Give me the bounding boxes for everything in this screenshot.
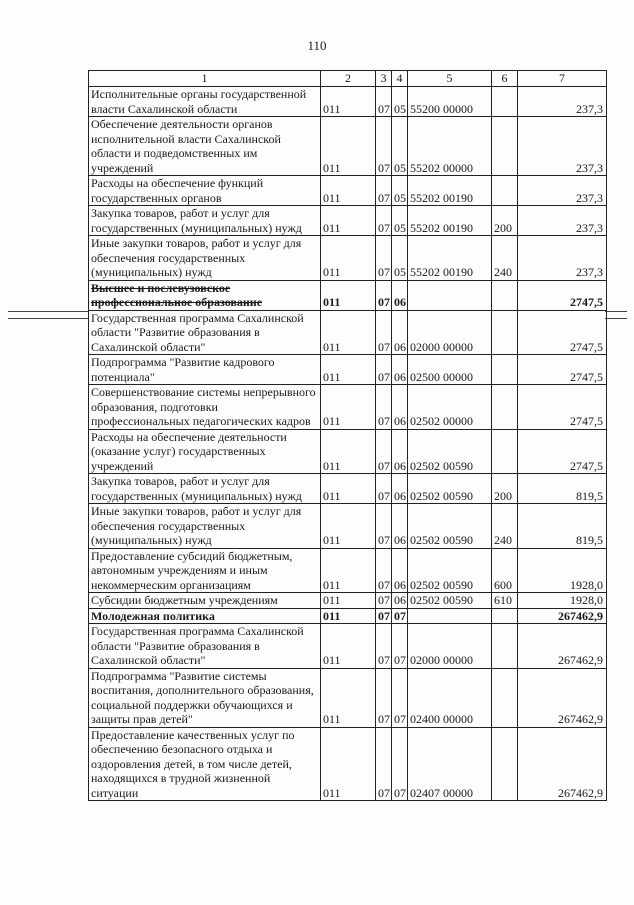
target-article-cell [408, 668, 492, 727]
target-article-cell [408, 87, 492, 117]
ministry-code-cell [321, 355, 376, 385]
target-article-text: 02502 00590 [410, 533, 473, 547]
target-article-cell [408, 727, 492, 801]
subsection-code-text: 05 [394, 101, 406, 116]
section-code-text: 07 [378, 369, 390, 384]
column-header: 6 [492, 71, 518, 87]
target-article-cell [408, 310, 492, 355]
ministry-code-cell [321, 176, 376, 206]
row-name-text: Иные закупки товаров, работ и услуг для обеспечения государственных (муниципальных) нужд [91, 236, 302, 279]
section-code-cell [376, 310, 392, 355]
table-row [89, 624, 607, 669]
ministry-code-text: 011 [323, 414, 341, 428]
ministry-code-cell [321, 668, 376, 727]
subsection-code-text: 06 [394, 458, 406, 473]
section-code-cell [376, 593, 392, 609]
amount-text: 2747,5 [570, 295, 603, 309]
section-code-cell [376, 280, 392, 310]
expense-type-cell [492, 206, 518, 236]
target-article-text: 02502 00590 [410, 593, 473, 607]
amount-text: 267462,9 [558, 653, 603, 667]
ministry-code-text: 011 [323, 785, 341, 800]
amount-text: 237,3 [576, 265, 603, 279]
row-name-cell [89, 310, 321, 355]
ministry-code-cell [321, 727, 376, 801]
amount-cell [518, 355, 607, 385]
table-row [89, 668, 607, 727]
ministry-code-text: 011 [323, 101, 341, 116]
row-name-cell [89, 87, 321, 117]
section-code-cell [376, 474, 392, 504]
row-name-text: Государственная программа Сахалинской области "Развитие образования в Сахалинской области" [91, 310, 304, 354]
margin-rule [605, 311, 627, 312]
ministry-code-cell [321, 206, 376, 236]
subsection-code-cell [392, 206, 408, 236]
table-row [89, 593, 607, 609]
section-code-text: 07 [378, 101, 390, 116]
section-code-cell [376, 624, 392, 669]
section-code-text: 07 [378, 533, 390, 547]
subsection-code-cell [392, 280, 408, 310]
amount-text: 1928,0 [570, 577, 603, 592]
row-name-text: Высшее и послевузовское профессиональное образование [91, 280, 263, 309]
subsection-code-text: 06 [394, 295, 406, 309]
subsection-code-cell [392, 668, 408, 727]
row-name-cell [89, 236, 321, 281]
expense-type-cell [492, 280, 518, 310]
table-row [89, 355, 607, 385]
row-name-text: Закупка товаров, работ и услуг для государственных (муниципальных) нужд [91, 206, 302, 235]
row-name-cell [89, 355, 321, 385]
target-article-text: 55200 00000 [410, 101, 473, 116]
expense-type-cell [492, 117, 518, 176]
table-row [89, 504, 607, 549]
target-article-cell [408, 504, 492, 549]
row-name-text: Подпрограмма "Развитие системы воспитания, дополнительного образования, социальной поддержки обучающихся и защиты прав детей" [91, 668, 314, 726]
amount-text: 267462,9 [558, 785, 603, 800]
section-code-text: 07 [378, 160, 390, 175]
amount-text: 267462,9 [558, 608, 603, 623]
column-header: 2 [321, 71, 376, 87]
section-code-text: 07 [378, 295, 390, 309]
expense-type-cell [492, 385, 518, 430]
column-header: 3 [376, 71, 392, 87]
target-article-cell [408, 117, 492, 176]
ministry-code-text: 011 [323, 533, 341, 547]
row-name-cell [89, 548, 321, 593]
section-code-cell [376, 504, 392, 549]
row-name-text: Молодежная политика [91, 608, 215, 623]
table-row [89, 87, 607, 117]
amount-cell [518, 727, 607, 801]
expense-type-text: 240 [494, 265, 512, 279]
expense-type-cell [492, 236, 518, 281]
ministry-code-text: 011 [323, 608, 341, 623]
row-name-cell [89, 608, 321, 624]
table-row [89, 429, 607, 474]
expense-type-text: 610 [494, 593, 512, 607]
subsection-code-text: 06 [394, 369, 406, 384]
amount-text: 2747,5 [570, 414, 603, 428]
target-article-cell [408, 206, 492, 236]
expense-type-cell [492, 474, 518, 504]
ministry-code-text: 011 [323, 339, 341, 354]
ministry-code-text: 011 [323, 369, 341, 384]
amount-cell [518, 280, 607, 310]
amount-cell [518, 548, 607, 593]
section-code-text: 07 [378, 265, 390, 279]
ministry-code-text: 011 [323, 458, 341, 473]
amount-cell [518, 87, 607, 117]
row-name-cell [89, 593, 321, 609]
column-header: 7 [518, 71, 607, 87]
subsection-code-cell [392, 474, 408, 504]
subsection-code-text: 06 [394, 488, 406, 503]
row-name-cell [89, 206, 321, 236]
expense-type-cell [492, 504, 518, 549]
ministry-code-text: 011 [323, 295, 341, 309]
expense-type-cell [492, 176, 518, 206]
section-code-text: 07 [378, 414, 390, 428]
section-code-cell [376, 385, 392, 430]
row-name-text: Государственная программа Сахалинской области "Развитие образования в Сахалинской области" [91, 624, 304, 667]
ministry-code-text: 011 [323, 190, 341, 205]
amount-cell [518, 504, 607, 549]
expense-type-cell [492, 355, 518, 385]
section-code-text: 07 [378, 712, 390, 726]
target-article-text: 55202 00190 [410, 265, 473, 279]
expense-type-cell [492, 548, 518, 593]
ministry-code-text: 011 [323, 577, 341, 592]
expense-type-text: 240 [494, 533, 512, 547]
row-name-text: Иные закупки товаров, работ и услуг для обеспечения государственных (муниципальных) нужд [91, 504, 302, 547]
amount-text: 819,5 [576, 488, 603, 503]
row-name-text: Совершенствование системы непрерывного образования, подготовки профессиональных педагогических кадров [91, 385, 316, 428]
target-article-cell [408, 608, 492, 624]
expense-type-cell [492, 87, 518, 117]
subsection-code-text: 06 [394, 577, 406, 592]
target-article-cell [408, 429, 492, 474]
amount-text: 237,3 [576, 160, 603, 175]
row-name-cell [89, 176, 321, 206]
section-code-text: 07 [378, 653, 390, 667]
row-name-text: Субсидии бюджетным учреждениям [91, 593, 278, 607]
section-code-cell [376, 668, 392, 727]
amount-text: 237,3 [576, 101, 603, 116]
amount-cell [518, 176, 607, 206]
subsection-code-cell [392, 608, 408, 624]
section-code-text: 07 [378, 339, 390, 354]
row-name-cell [89, 429, 321, 474]
ministry-code-cell [321, 624, 376, 669]
section-code-text: 07 [378, 593, 390, 607]
row-name-text: Подпрограмма "Развитие кадрового потенциала" [91, 355, 275, 384]
section-code-cell [376, 236, 392, 281]
subsection-code-text: 06 [394, 414, 406, 428]
ministry-code-cell [321, 117, 376, 176]
table-row [89, 310, 607, 355]
section-code-text: 07 [378, 608, 390, 623]
section-code-cell [376, 117, 392, 176]
subsection-code-cell [392, 593, 408, 609]
target-article-text: 55202 00000 [410, 160, 473, 175]
row-name-text: Предоставление субсидий бюджетным, автономным учреждениям и иным некоммерческим организациям [91, 548, 293, 592]
subsection-code-cell [392, 504, 408, 549]
target-article-text: 02000 00000 [410, 653, 473, 667]
table-row [89, 548, 607, 593]
target-article-text: 02502 00590 [410, 488, 473, 503]
ministry-code-cell [321, 474, 376, 504]
amount-cell [518, 236, 607, 281]
target-article-text: 02407 00000 [410, 785, 473, 800]
amount-cell [518, 206, 607, 236]
amount-cell [518, 385, 607, 430]
ministry-code-cell [321, 504, 376, 549]
margin-rule [8, 318, 88, 319]
section-code-text: 07 [378, 220, 390, 235]
ministry-code-text: 011 [323, 712, 341, 726]
ministry-code-text: 011 [323, 653, 341, 667]
amount-cell [518, 310, 607, 355]
subsection-code-cell [392, 355, 408, 385]
target-article-text: 02500 00000 [410, 369, 473, 384]
row-name-text: Расходы на обеспечение функций государственных органов [91, 176, 264, 205]
page-number: 110 [307, 38, 327, 53]
table-header-row [89, 71, 607, 87]
amount-cell [518, 593, 607, 609]
expense-type-cell [492, 727, 518, 801]
subsection-code-text: 05 [394, 160, 406, 175]
column-header: 1 [89, 71, 321, 87]
expense-type-cell [492, 593, 518, 609]
row-name-cell [89, 474, 321, 504]
subsection-code-text: 07 [394, 653, 406, 667]
ministry-code-text: 011 [323, 220, 341, 235]
subsection-code-text: 06 [394, 593, 406, 607]
subsection-code-cell [392, 429, 408, 474]
subsection-code-cell [392, 176, 408, 206]
target-article-text: 02502 00590 [410, 577, 473, 592]
amount-text: 2747,5 [570, 458, 603, 473]
subsection-code-text: 05 [394, 265, 406, 279]
table-row [89, 117, 607, 176]
target-article-cell [408, 355, 492, 385]
row-name-cell [89, 280, 321, 310]
ministry-code-text: 011 [323, 593, 341, 607]
expense-type-cell [492, 668, 518, 727]
target-article-text: 02000 00000 [410, 339, 473, 354]
ministry-code-cell [321, 87, 376, 117]
target-article-cell [408, 280, 492, 310]
subsection-code-cell [392, 624, 408, 669]
column-header: 4 [392, 71, 408, 87]
column-header: 5 [408, 71, 492, 87]
section-code-cell [376, 206, 392, 236]
target-article-text: 55202 00190 [410, 220, 473, 235]
subsection-code-cell [392, 727, 408, 801]
margin-rule [605, 318, 627, 319]
margin-rule [8, 311, 88, 312]
ministry-code-text: 011 [323, 160, 341, 175]
amount-text: 2747,5 [570, 339, 603, 354]
ministry-code-cell [321, 429, 376, 474]
table-row [89, 474, 607, 504]
ministry-code-text: 011 [323, 265, 341, 279]
expense-type-cell [492, 310, 518, 355]
expense-type-text: 200 [494, 220, 512, 235]
row-name-cell [89, 624, 321, 669]
target-article-cell [408, 236, 492, 281]
ministry-code-cell [321, 593, 376, 609]
section-code-cell [376, 355, 392, 385]
amount-cell [518, 624, 607, 669]
subsection-code-text: 05 [394, 220, 406, 235]
section-code-cell [376, 87, 392, 117]
section-code-text: 07 [378, 458, 390, 473]
ministry-code-text: 011 [323, 488, 341, 503]
target-article-cell [408, 176, 492, 206]
row-name-cell [89, 117, 321, 176]
amount-cell [518, 117, 607, 176]
subsection-code-cell [392, 310, 408, 355]
row-name-text: Исполнительные органы государственной власти Сахалинской области [91, 87, 307, 116]
amount-text: 1928,0 [570, 593, 603, 607]
budget-table [88, 70, 607, 801]
target-article-text: 02400 00000 [410, 712, 473, 726]
subsection-code-text: 06 [394, 339, 406, 354]
target-article-cell [408, 593, 492, 609]
target-article-cell [408, 385, 492, 430]
ministry-code-cell [321, 548, 376, 593]
row-name-cell [89, 504, 321, 549]
target-article-text: 02502 00590 [410, 458, 473, 473]
table-row [89, 236, 607, 281]
table-row [89, 608, 607, 624]
target-article-text: 55202 00190 [410, 190, 473, 205]
subsection-code-cell [392, 117, 408, 176]
amount-cell [518, 474, 607, 504]
row-name-cell [89, 385, 321, 430]
subsection-code-cell [392, 385, 408, 430]
table-row [89, 280, 607, 310]
section-code-text: 07 [378, 785, 390, 800]
amount-text: 267462,9 [558, 712, 603, 726]
expense-type-text: 600 [494, 577, 512, 592]
table-body [89, 87, 607, 801]
amount-cell [518, 668, 607, 727]
section-code-cell [376, 548, 392, 593]
table-row [89, 385, 607, 430]
section-code-text: 07 [378, 488, 390, 503]
section-code-text: 07 [378, 577, 390, 592]
amount-cell [518, 608, 607, 624]
subsection-code-text: 07 [394, 712, 406, 726]
section-code-cell [376, 727, 392, 801]
section-code-cell [376, 176, 392, 206]
section-code-text: 07 [378, 190, 390, 205]
ministry-code-cell [321, 385, 376, 430]
amount-text: 819,5 [576, 533, 603, 547]
target-article-text: 02502 00000 [410, 414, 473, 428]
row-name-cell [89, 668, 321, 727]
subsection-code-text: 07 [394, 785, 406, 800]
section-code-cell [376, 608, 392, 624]
row-name-text: Расходы на обеспечение деятельности (оказание услуг) государственных учреждений [91, 429, 287, 473]
subsection-code-cell [392, 87, 408, 117]
amount-text: 237,3 [576, 190, 603, 205]
table-row [89, 727, 607, 801]
amount-text: 2747,5 [570, 369, 603, 384]
row-name-cell [89, 727, 321, 801]
amount-cell [518, 429, 607, 474]
target-article-cell [408, 474, 492, 504]
table-row [89, 176, 607, 206]
row-name-text: Обеспечение деятельности органов исполнительной власти Сахалинской области и подведомственных им учреждений [91, 117, 281, 175]
subsection-code-cell [392, 236, 408, 281]
section-code-cell [376, 429, 392, 474]
ministry-code-cell [321, 608, 376, 624]
table-row [89, 206, 607, 236]
subsection-code-text: 07 [394, 608, 406, 623]
amount-text: 237,3 [576, 220, 603, 235]
target-article-cell [408, 624, 492, 669]
target-article-cell [408, 548, 492, 593]
subsection-code-text: 05 [394, 190, 406, 205]
ministry-code-cell [321, 310, 376, 355]
row-name-text: Закупка товаров, работ и услуг для государственных (муниципальных) нужд [91, 474, 302, 503]
subsection-code-cell [392, 548, 408, 593]
row-name-text: Предоставление качественных услуг по обеспечению безопасного отдыха и оздоровления детей, в том числе детей, находящихся в трудной жизненной ситуации [91, 727, 295, 800]
ministry-code-cell [321, 280, 376, 310]
expense-type-cell [492, 624, 518, 669]
subsection-code-text: 06 [394, 533, 406, 547]
expense-type-cell [492, 608, 518, 624]
expense-type-text: 200 [494, 488, 512, 503]
expense-type-cell [492, 429, 518, 474]
ministry-code-cell [321, 236, 376, 281]
